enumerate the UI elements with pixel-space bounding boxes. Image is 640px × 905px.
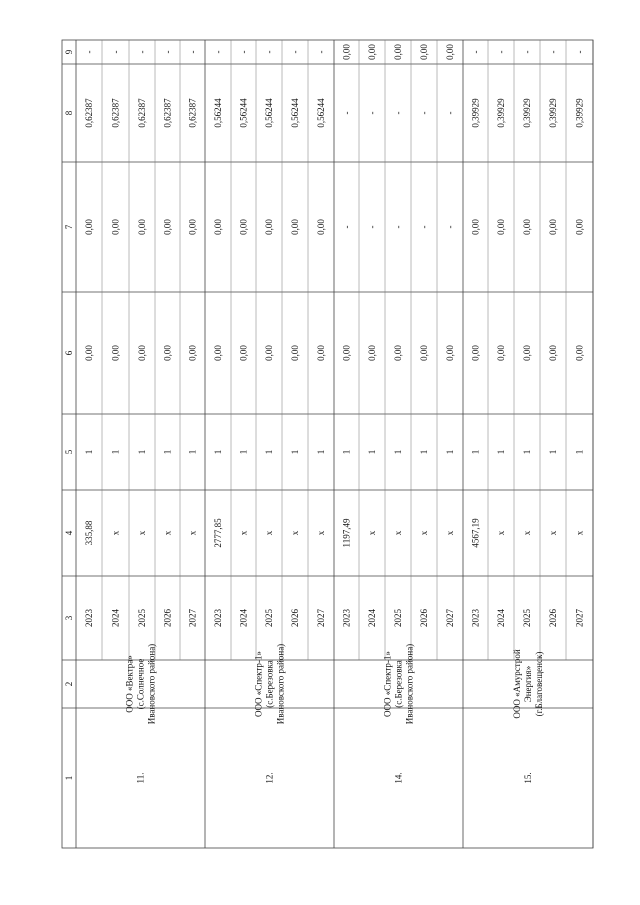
table-cell-c9: - <box>162 50 173 54</box>
table-cell-c8: 0,56244 <box>238 98 249 128</box>
table-cell-c5: 1 <box>522 449 532 455</box>
table-cell-c7: - <box>393 225 403 229</box>
table-cell-c5: 1 <box>187 449 198 455</box>
table-cell-c5: 1 <box>470 449 481 455</box>
table-cell-c7: 0,00 <box>238 219 249 235</box>
table-cell-c8: - <box>419 111 429 115</box>
table-cell-c4: 335,88 <box>84 520 94 546</box>
table-cell-year: 2027 <box>316 609 326 627</box>
table-cell-c7: 0,00 <box>110 219 121 235</box>
table-cell-c9: - <box>137 50 147 54</box>
table-cell-c6: 0,00 <box>548 345 558 361</box>
table-cell-c6: 0,00 <box>238 345 249 361</box>
table-cell-c4: x <box>110 530 121 536</box>
table-cell-c4: x <box>522 530 532 536</box>
table-cell-c7: 0,00 <box>574 219 585 235</box>
table-cell-c5: 1 <box>419 449 429 455</box>
table-cell-c8: 0,62387 <box>187 98 198 128</box>
table-cell-year: 2025 <box>522 609 532 627</box>
table-cell-c6: 0,00 <box>187 345 198 361</box>
table-cell-c6: 0,00 <box>574 345 585 361</box>
table-cell-c9: 0,00 <box>445 44 455 60</box>
table-cell-c9: - <box>470 50 481 54</box>
header-cell-7: 7 <box>64 224 74 230</box>
table-cell-c8: 0,62387 <box>84 98 94 128</box>
table-cell-c6: 0,00 <box>290 345 300 361</box>
table-cell-c6: 0,00 <box>496 345 506 361</box>
table-cell-c6: 0,00 <box>445 345 455 361</box>
table-cell-c7: 0,00 <box>316 219 326 235</box>
table-cell-c9: - <box>110 50 121 54</box>
table-cell-c6: 0,00 <box>341 345 352 361</box>
table-cell-c8: 0,62387 <box>110 98 121 128</box>
table-cell-c4: 2777,85 <box>213 518 223 548</box>
table-cell-c4: x <box>187 530 198 536</box>
table-cell-c6: 0,00 <box>84 345 94 361</box>
header-cell-8: 8 <box>64 110 74 116</box>
table-cell-c6: 0,00 <box>367 345 377 361</box>
table-cell-c7: 0,00 <box>548 219 558 235</box>
table-cell-c6: 0,00 <box>419 345 429 361</box>
table-cell-c5: 1 <box>213 449 223 455</box>
table-cell-c9: 0,00 <box>393 44 403 60</box>
organization-name: (г.Благовещенск) <box>534 651 544 717</box>
table-cell-c4: 1197,49 <box>341 518 352 548</box>
table-cell-c4: x <box>316 530 326 536</box>
table-cell-c7: 0,00 <box>290 219 300 235</box>
organization-name: (с.Солнечное <box>135 658 146 710</box>
table-cell-c7: 0,00 <box>264 219 274 235</box>
row-number: 15. <box>523 772 533 784</box>
header-cell-5: 5 <box>64 449 74 455</box>
table-cell-c6: 0,00 <box>162 345 173 361</box>
table-cell-c6: 0,00 <box>470 345 481 361</box>
table-cell-c7: 0,00 <box>496 219 506 235</box>
table-cell-year: 2027 <box>445 609 455 627</box>
table-cell-c8: 0,56244 <box>316 98 326 128</box>
table-cell-year: 2024 <box>110 609 121 627</box>
table-cell-c6: 0,00 <box>213 345 223 361</box>
table-cell-c7: 0,00 <box>84 219 94 235</box>
table-cell-c5: 1 <box>367 449 377 455</box>
table-cell-c4: x <box>419 530 429 536</box>
header-cell-2: 2 <box>64 681 74 687</box>
row-number: 12. <box>264 772 275 784</box>
table-cell-c5: 1 <box>316 449 326 455</box>
table-cell-c9: - <box>316 50 326 54</box>
table-cell-c4: x <box>137 530 147 536</box>
table-cell-c5: 1 <box>290 449 300 455</box>
table-cell-c9: 0,00 <box>367 44 377 60</box>
table-cell-c9: 0,00 <box>419 44 429 60</box>
header-cell-3: 3 <box>64 615 74 621</box>
table-cell-c5: 1 <box>548 449 558 455</box>
table-cell-c8: 0,39929 <box>496 98 506 128</box>
table-cell-c8: 0,62387 <box>137 98 147 128</box>
table-cell-c8: 0,39929 <box>522 98 532 128</box>
table-cell-c8: 0,39929 <box>574 98 585 128</box>
table-cell-year: 2023 <box>341 609 352 627</box>
table-cell-c8: - <box>393 111 403 115</box>
table-cell-year: 2026 <box>548 609 558 627</box>
table-cell-c8: 0,62387 <box>162 98 173 128</box>
table-border <box>62 40 593 848</box>
organization-name: Энергия» <box>523 665 533 703</box>
table-cell-c9: - <box>522 50 532 54</box>
table-cell-year: 2024 <box>367 609 377 627</box>
table-cell-c4: x <box>162 530 173 536</box>
table-cell-year: 2025 <box>137 609 147 627</box>
table-cell-c6: 0,00 <box>137 345 147 361</box>
table-cell-c9: - <box>496 50 506 54</box>
table-cell-c9: - <box>264 50 274 54</box>
table-cell-c5: 1 <box>137 449 147 455</box>
table-cell-c6: 0,00 <box>110 345 121 361</box>
organization-name: ООО «Вектра» <box>124 655 135 713</box>
table-cell-year: 2024 <box>238 609 249 627</box>
table-cell-c4: x <box>290 530 300 536</box>
table-cell-c8: - <box>445 111 455 115</box>
header-cell-4: 4 <box>64 530 74 536</box>
header-cell-6: 6 <box>64 350 74 356</box>
table-cell-c5: 1 <box>574 449 585 455</box>
table-cell-year: 2023 <box>213 609 223 627</box>
header-cell-1: 1 <box>64 775 74 781</box>
table-cell-c9: - <box>290 50 300 54</box>
table-cell-c5: 1 <box>84 449 94 455</box>
table-cell-c7: 0,00 <box>470 219 481 235</box>
table-cell-year: 2027 <box>187 609 198 627</box>
organization-name: Ивановского района) <box>275 643 286 725</box>
table-cell-c7: 0,00 <box>137 219 147 235</box>
organization-name: ООО «Амурстрой <box>512 649 522 719</box>
table-cell-c8: 0,39929 <box>548 98 558 128</box>
table-cell-year: 2026 <box>162 609 173 627</box>
table-cell-c7: - <box>445 225 455 229</box>
organization-name: ООО «Спектр-1» <box>253 651 264 717</box>
table-cell-year: 2025 <box>264 609 274 627</box>
table-cell-year: 2023 <box>470 609 481 627</box>
table-cell-c8: 0,56244 <box>290 98 300 128</box>
table-cell-c7: 0,00 <box>213 219 223 235</box>
table-cell-c4: x <box>264 530 274 536</box>
table-cell-c5: 1 <box>445 449 455 455</box>
table-cell-c5: 1 <box>110 449 121 455</box>
organization-name: Ивановского района) <box>404 643 415 725</box>
table-cell-c7: 0,00 <box>162 219 173 235</box>
row-number: 14. <box>393 772 404 784</box>
header-cell-9: 9 <box>64 49 74 55</box>
table-cell-year: 2025 <box>393 609 403 627</box>
table-cell-c9: - <box>213 50 223 54</box>
table-cell-c5: 1 <box>162 449 173 455</box>
table-cell-c4: x <box>445 530 455 536</box>
table-cell-c5: 1 <box>264 449 274 455</box>
table-cell-c9: - <box>574 50 585 54</box>
table-cell-year: 2027 <box>574 609 585 627</box>
table-cell-year: 2024 <box>496 609 506 627</box>
table-cell-c4: x <box>367 530 377 536</box>
organization-name: (с.Березовка <box>264 660 275 708</box>
organization-name: ООО «Спектр-1» <box>382 651 393 717</box>
organization-name: (с.Березовка <box>393 660 404 708</box>
table-cell-c7: 0,00 <box>187 219 198 235</box>
table-cell-c9: - <box>187 50 198 54</box>
organization-name: Ивановского района) <box>146 643 157 725</box>
table-cell-c6: 0,00 <box>393 345 403 361</box>
table-cell-c8: - <box>367 111 377 115</box>
table-cell-c9: - <box>238 50 249 54</box>
table-cell-c5: 1 <box>238 449 249 455</box>
table-cell-c8: - <box>341 111 352 115</box>
table-cell-c6: 0,00 <box>522 345 532 361</box>
row-number: 11. <box>135 772 146 784</box>
table-cell-c6: 0,00 <box>316 345 326 361</box>
table-cell-c7: - <box>341 225 352 229</box>
table-cell-c4: x <box>548 530 558 536</box>
table-cell-c4: x <box>238 530 249 536</box>
table-cell-c7: - <box>419 225 429 229</box>
table-cell-c5: 1 <box>496 449 506 455</box>
table-cell-c8: 0,56244 <box>213 98 223 128</box>
table-cell-c9: - <box>84 50 94 54</box>
table-cell-year: 2023 <box>84 609 94 627</box>
table-cell-c8: 0,39929 <box>470 98 481 128</box>
table-cell-c4: x <box>496 530 506 536</box>
table-cell-c4: x <box>393 530 403 536</box>
table-cell-c9: - <box>548 50 558 54</box>
table-cell-c9: 0,00 <box>341 44 352 60</box>
table-cell-c6: 0,00 <box>264 345 274 361</box>
table-cell-c5: 1 <box>393 449 403 455</box>
table-cell-c4: x <box>574 530 585 536</box>
table-cell-c7: 0,00 <box>522 219 532 235</box>
table-cell-year: 2026 <box>419 609 429 627</box>
table-cell-c4: 4567,19 <box>470 518 481 548</box>
table-cell-c5: 1 <box>341 449 352 455</box>
table-cell-year: 2026 <box>290 609 300 627</box>
table-cell-c7: - <box>367 225 377 229</box>
table-cell-c8: 0,56244 <box>264 98 274 128</box>
